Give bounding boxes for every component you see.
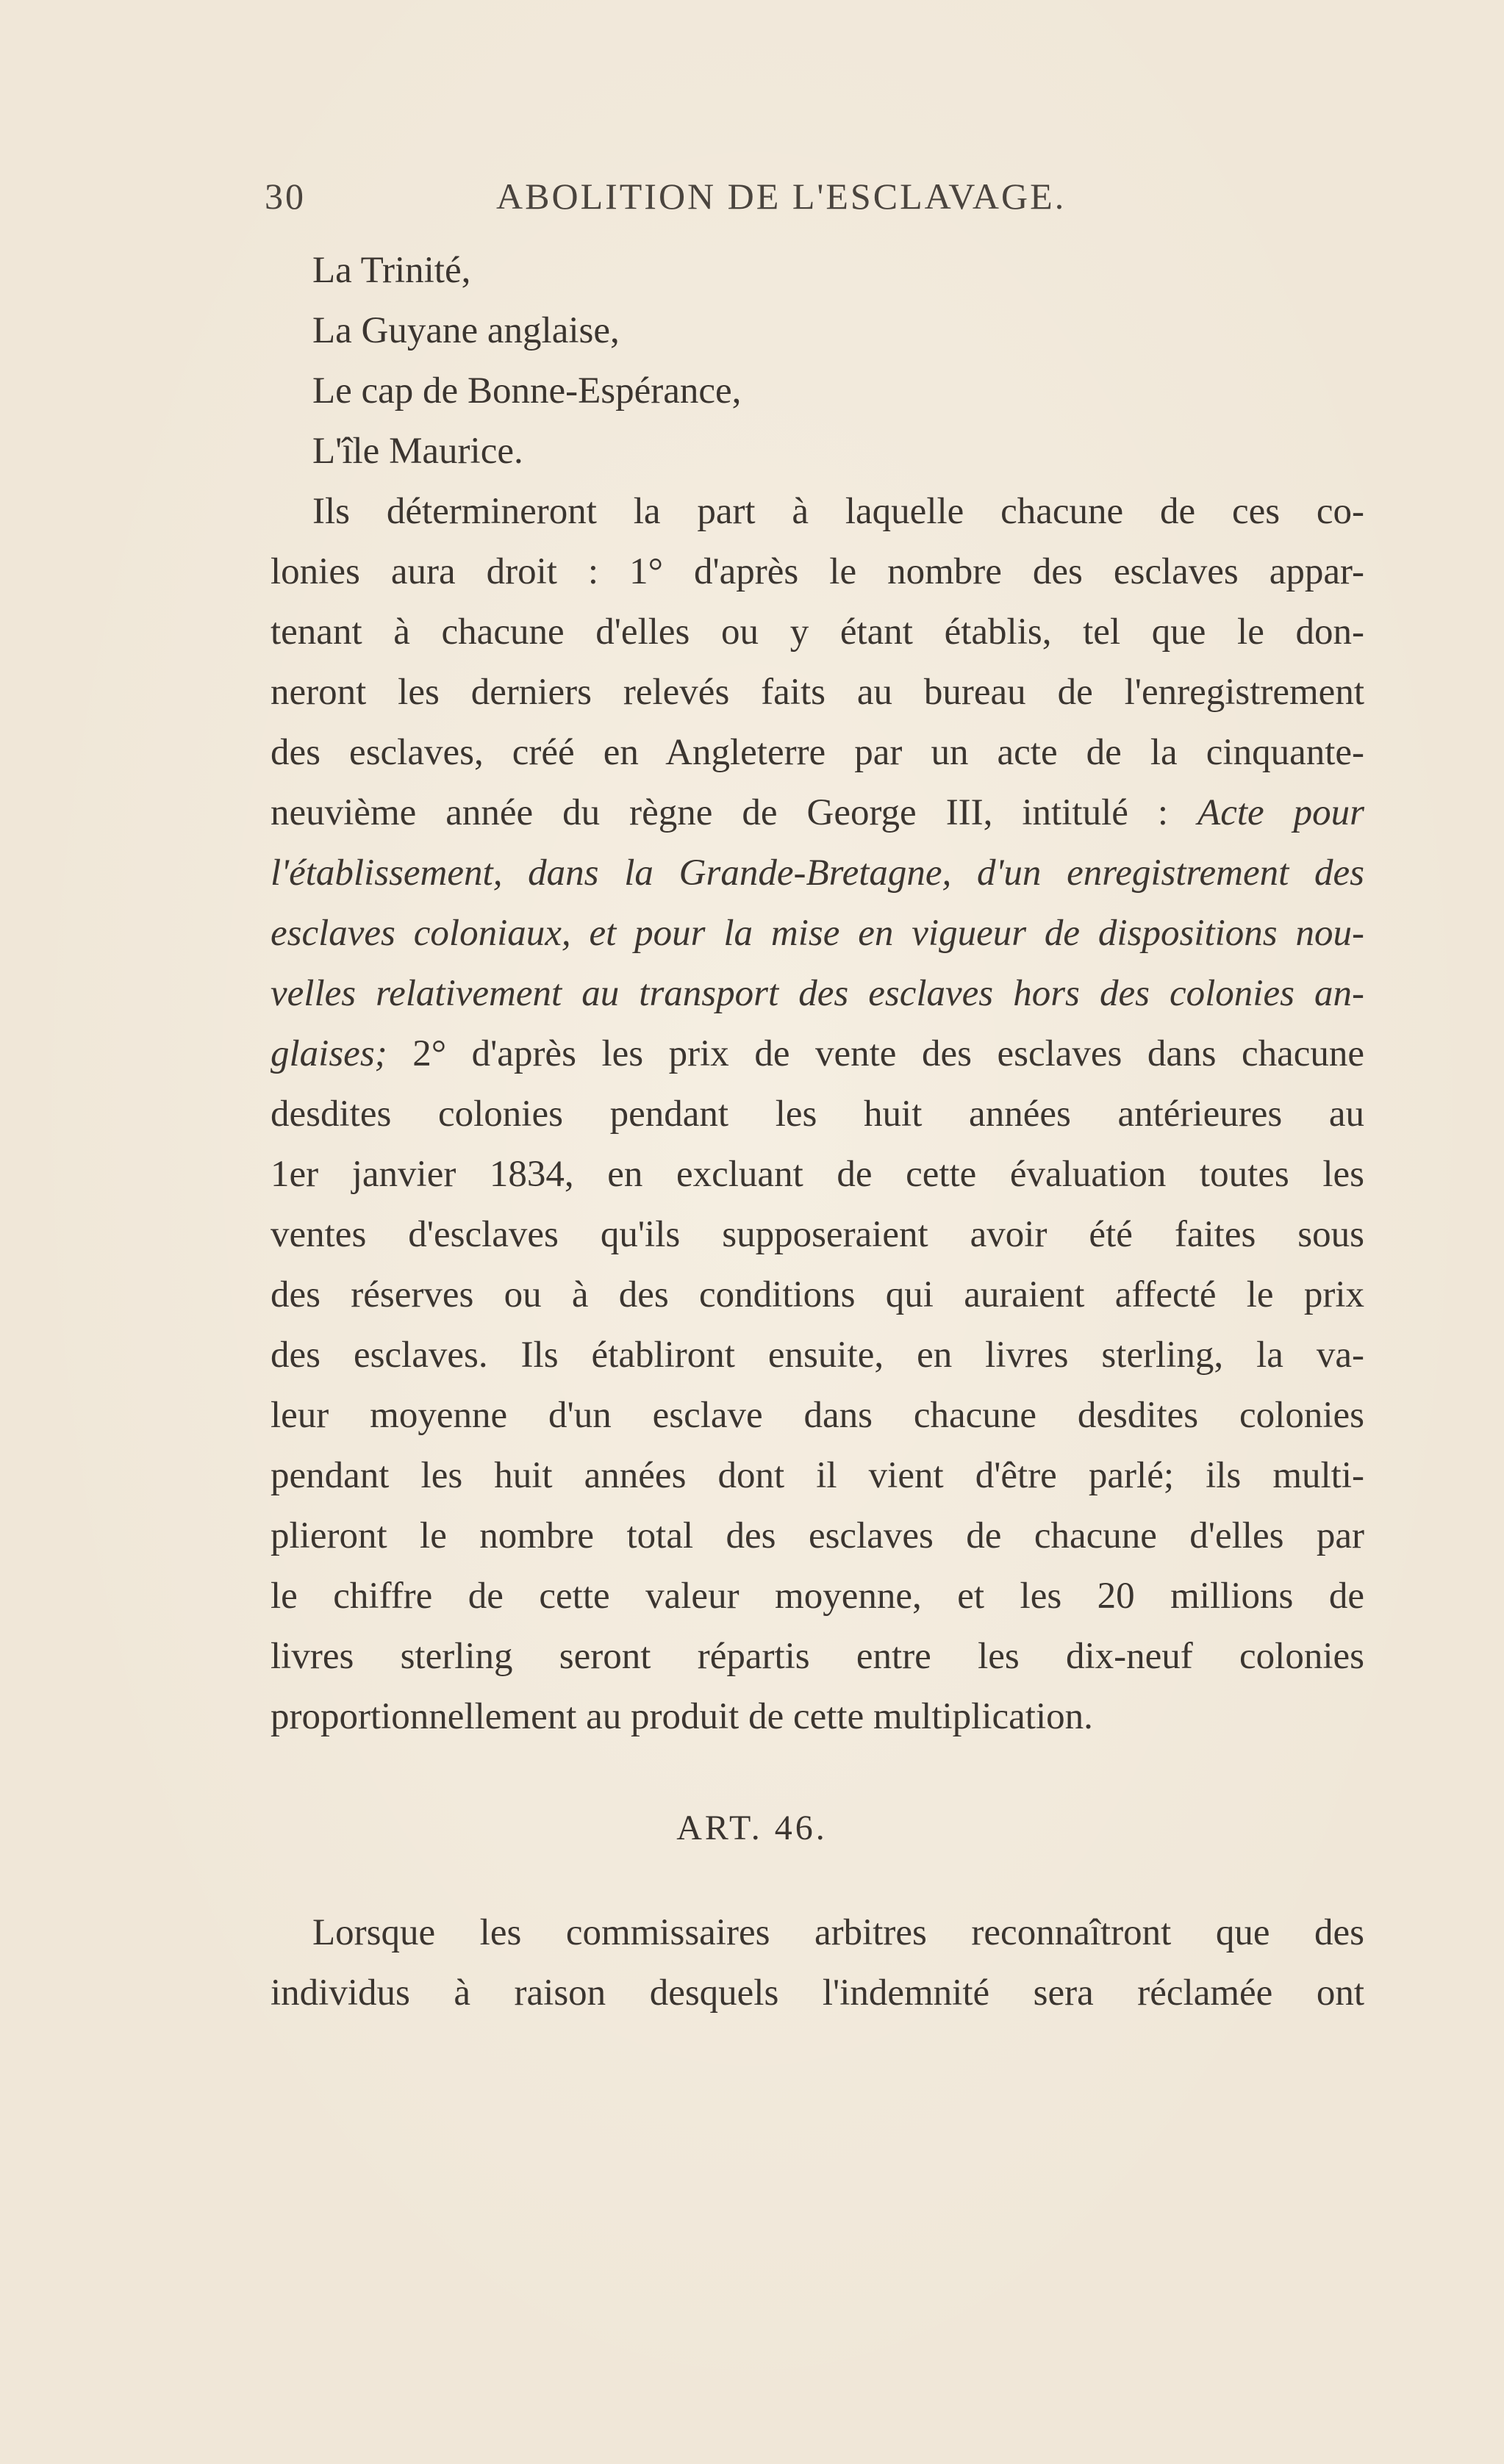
paragraph-line: proportionnellement au produit de cette multiplication. [271, 1696, 1093, 1737]
list-item: La Guyane anglaise, [312, 310, 620, 351]
paragraph-line [271, 791, 1364, 835]
page-number: 30 [265, 176, 306, 217]
paragraph-line: pendant les huit années dont il vient d'être parlé; ils multi- [271, 1455, 1364, 1496]
paragraph-line: des esclaves, créé en Angleterre par un acte de la cinquante- [271, 732, 1364, 773]
list-item: L'île Maurice. [312, 431, 523, 472]
paragraph-line: le chiffre de cette valeur moyenne, et les 20 millions de [271, 1576, 1364, 1617]
act-title-italic: Acte pour [1197, 792, 1364, 833]
paragraph-line: ventes d'esclaves qu'ils supposeraient avoir été faites sous [271, 1214, 1364, 1255]
paragraph-line: individus à raison desquels l'indemnité sera réclamée ont [271, 1972, 1364, 2014]
paragraph-line: leur moyenne d'un esclave dans chacune desdites colonies [271, 1395, 1364, 1436]
text-roman: neuvième année du règne de George III, intitulé : [271, 792, 1198, 833]
paragraph-line: 1er janvier 1834, en excluant de cette évaluation toutes les [271, 1154, 1364, 1195]
act-title-line: l'établissement, dans la Grande-Bretagne, d'un enregistrement des [271, 852, 1364, 894]
running-title: ABOLITION DE L'ESCLAVAGE. [496, 176, 1067, 217]
article-heading: ART. 46. [676, 1809, 828, 1847]
list-item: La Trinité, [312, 250, 471, 291]
act-title-line: esclaves coloniaux, et pour la mise en vigueur de dispositions nou- [271, 913, 1364, 954]
paragraph-line: Ils détermineront la part à laquelle chacune de ces co- [312, 491, 1364, 532]
paragraph-line: des esclaves. Ils établiront ensuite, en livres sterling, la va- [271, 1335, 1364, 1376]
paragraph-line: plieront le nombre total des esclaves de chacune d'elles par [271, 1515, 1364, 1556]
act-title-italic: glaises; [271, 1033, 387, 1074]
paragraph-line: livres sterling seront répartis entre les dix-neuf colonies [271, 1636, 1364, 1677]
list-item: Le cap de Bonne-Espérance, [312, 370, 742, 412]
paragraph-line: Lorsque les commissaires arbitres reconnaîtront que des [312, 1912, 1364, 1953]
paragraph-line: neront les derniers relevés faits au bureau de l'enregistrement [271, 672, 1364, 713]
paragraph-line: desdites colonies pendant les huit années antérieures au [271, 1093, 1364, 1135]
text-roman: 2° d'après les prix de vente des esclaves dans chacune [387, 1033, 1364, 1074]
paragraph-line: tenant à chacune d'elles ou y étant établis, tel que le don- [271, 611, 1364, 653]
paragraph-line: des réserves ou à des conditions qui auraient affecté le prix [271, 1274, 1364, 1315]
page-header [265, 175, 1125, 219]
act-title-line: velles relativement au transport des esclaves hors des colonies an- [271, 973, 1364, 1014]
paragraph-line: lonies aura droit : 1° d'après le nombre des esclaves appar- [271, 551, 1364, 592]
paragraph-line [271, 1032, 1364, 1076]
